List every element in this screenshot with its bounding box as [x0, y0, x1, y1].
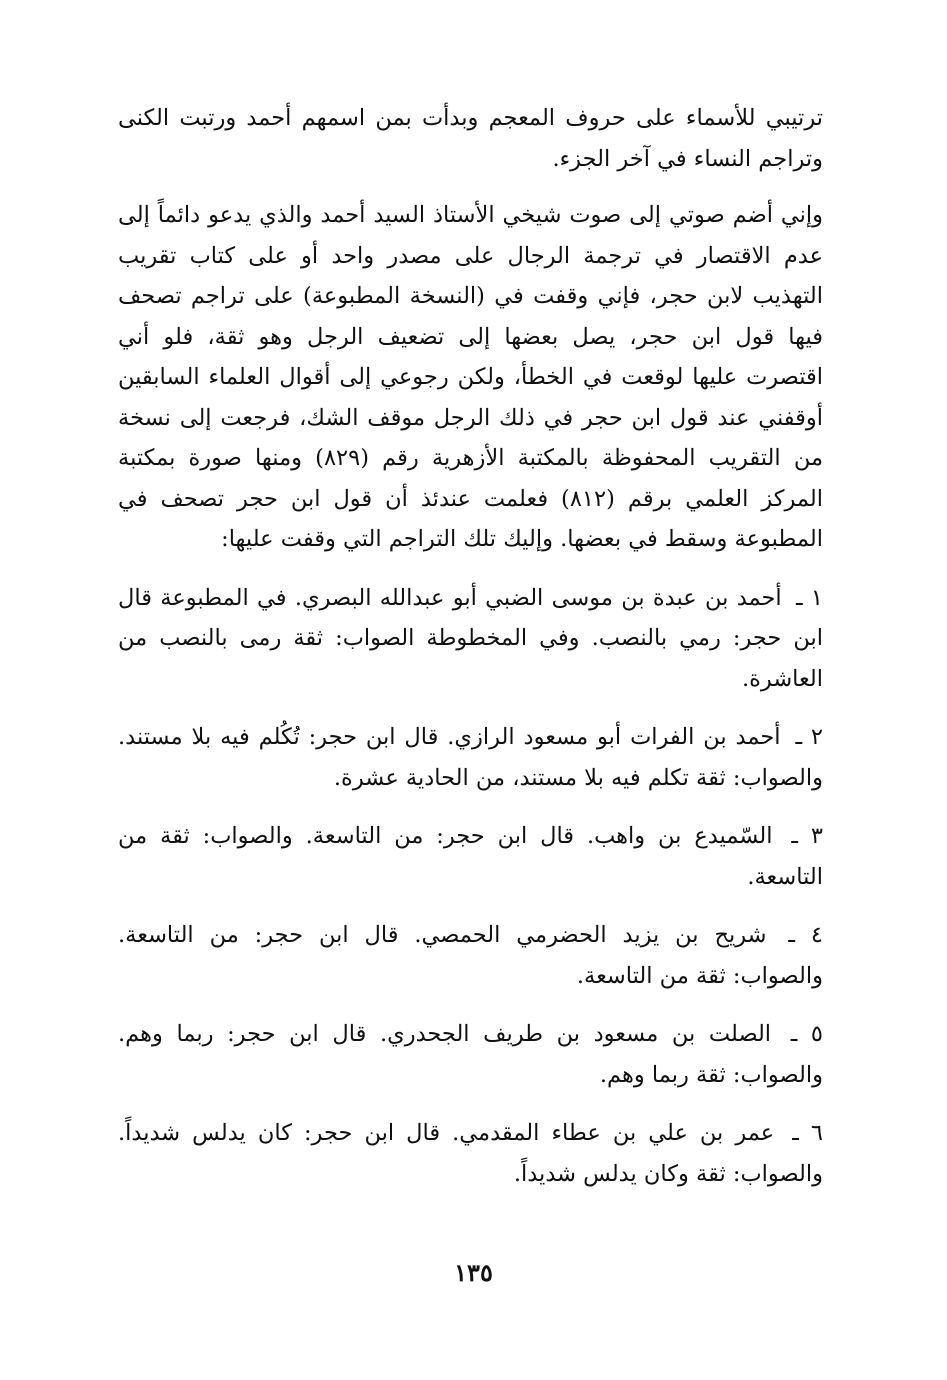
intro-paragraph-1: ترتيبي للأسماء على حروف المعجم وبدأت بمن اسمهم أحمد ورتبت الكنى وتراجم النساء في آخر الجزء.	[118, 105, 823, 172]
narrator-list	[118, 578, 823, 1195]
item-text: السّميدع بن واهب. قال ابن حجر: من التاسعة. والصواب: ثقة من التاسعة.	[118, 823, 823, 890]
item-number: ٦ ـ	[792, 1120, 823, 1146]
item-text: عمر بن علي بن عطاء المقدمي. قال ابن حجر: كان يدلس شديداً. والصواب: ثقة وكان يدلس شديداً.	[118, 1120, 823, 1187]
intro-paragraph-2: وإني أضم صوتي إلى صوت شيخي الأستاذ السيد أحمد والذي يدعو دائماً إلى عدم الاقتصار في ترجمة الرجال على مصدر واحد أو على كتاب تقريب التهذيب لابن حجر، فإني وقفت في (النسخة المطبوعة) على تراجم تصحف فيها قول ابن حجر، يصل بعضها إلى تضعيف الرجل وهو ثقة، فلو أني اقتصرت عليها لوقعت في الخطأ، ولكن رجوعي إلى أقوال العلماء السابقين أوقفني عند قول ابن حجر في ذلك الرجل موقف الشك، فرجعت إلى نسخة من التقريب المحفوظة بالمكتبة الأزهرية رقم (٨٢٩) ومنها صورة بمكتبة المركز العلمي برقم (٨١٢) فعلمت عندئذ أن قول ابن حجر تصحف في المطبوعة وسقط في بعضها. وإليك تلك التراجم التي وقفت عليها:	[118, 202, 824, 552]
item-text: شريح بن يزيد الحضرمي الحمصي. قال ابن حجر: من التاسعة. والصواب: ثقة من التاسعة.	[118, 922, 823, 989]
item-number: ٤ ـ	[788, 922, 823, 948]
item-text: أحمد بن عبدة بن موسى الضبي أبو عبدالله البصري. في المطبوعة قال ابن حجر: رمي بالنصب. وفي المخطوطة الصواب: ثقة رمى بالنصب من العاشرة.	[118, 584, 823, 692]
list-item	[118, 717, 823, 798]
item-text: الصلت بن مسعود بن طريف الجحدري. قال ابن حجر: ربما وهم. والصواب: ثقة ربما وهم.	[118, 1021, 823, 1088]
page-number: ١٣٥	[454, 1258, 493, 1287]
item-number: ٥ ـ	[790, 1021, 824, 1047]
item-text: أحمد بن الفرات أبو مسعود الرازي. قال ابن حجر: تُكُلم فيه بلا مستند. والصواب: ثقة تكلم فيه بلا مستند، من الحادية عشرة.	[118, 724, 823, 791]
list-item	[118, 915, 823, 996]
item-number: ٢ ـ	[795, 724, 824, 750]
list-item	[118, 816, 823, 897]
document-page	[118, 98, 823, 1298]
list-item	[118, 578, 823, 700]
item-number: ٣ ـ	[791, 823, 823, 849]
list-item	[118, 1014, 823, 1095]
item-number: ١ ـ	[796, 584, 823, 611]
list-item	[118, 1113, 823, 1194]
